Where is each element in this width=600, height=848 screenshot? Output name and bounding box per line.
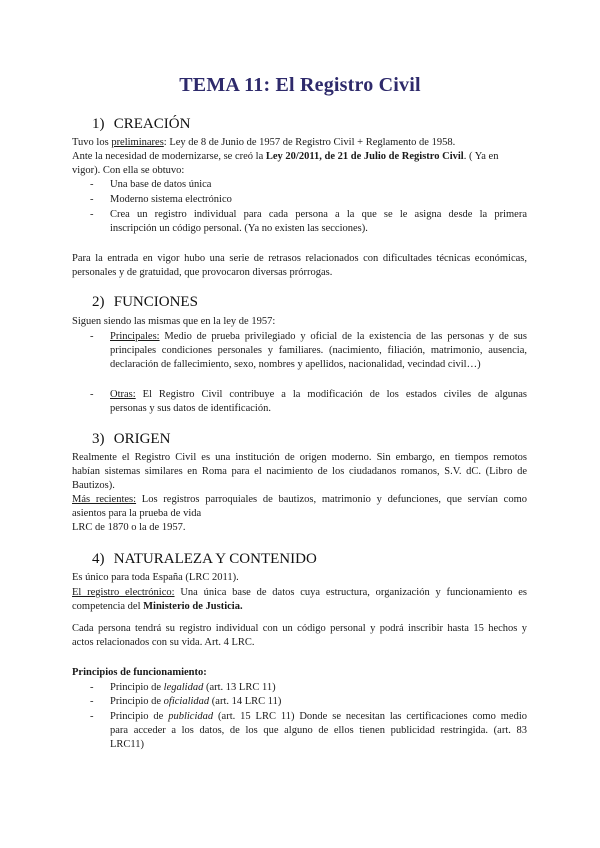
list-dash: - [90,389,94,400]
section-number: 1) [92,116,105,132]
underlined-text: Otras: [110,389,136,400]
paragraph-line: habían sistemas similares en Roma para el nacimiento de los ciudadanos romanos, S.V. dC. (Libro de [72,466,527,477]
text: Principio de [110,682,164,693]
paragraph-line [72,586,527,600]
paragraph-line: vigor). Con ella se obtuvo: [72,165,185,176]
list-dash: - [90,331,94,342]
underlined-text: Principales: [110,331,160,342]
list-item-continuation: para acceder a los datos, de los que alguno de ellos tienen publicidad restringida. (art. 83 [110,725,527,736]
section-heading-origen [92,431,170,448]
paragraph-line: asientos para la prueba de vida [72,508,202,519]
section-heading-creacion [92,116,190,133]
bold-text: Principios de funcionamiento: [72,667,207,678]
page-title: TEMA 11: El Registro Civil [179,74,421,96]
section-title: FUNCIONES [113,294,198,310]
section-heading-funciones [92,294,198,311]
list-item-continuation: principales condiciones personales y familiares. (nacimiento, filiación, matrimonio, ausencia, [110,345,527,356]
list-item [110,710,527,724]
paragraph-line: Realmente el Registro Civil es una institución de origen moderno. Sin embargo, en tiempos remotos [72,452,527,463]
paragraph-line: Es único para toda España (LRC 2011). [72,572,239,583]
paragraph-line: LRC de 1870 o la de 1957. [72,522,186,533]
list-item [110,330,527,344]
list-dash: - [90,711,94,722]
list-item-continuation: LRC11) [110,739,145,750]
paragraph-line [72,600,243,614]
paragraph-line: Para la entrada en vigor hubo una serie de retrasos relacionados con dificultades técnicas económicas, [72,253,527,264]
text: (art. 15 LRC 11) Donde se necesitan las certificaciones como medio [213,711,527,722]
text: Principio de [110,711,169,722]
bold-text: Ley 20/2011, de 21 de Julio de Registro Civil [265,151,464,162]
text: Ante la necesidad de modernizarse, se creó la [72,151,266,162]
section-title: ORIGEN [113,431,171,447]
list-dash: - [90,682,94,693]
text: : Ley de 8 de Junio de 1957 de Registro Civil + Reglamento de 1958. [163,137,456,148]
text: (art. 13 LRC 11) [203,682,276,693]
underlined-text: preliminares [111,137,164,148]
list-item [110,681,276,695]
list-dash: - [90,194,94,205]
list-dash: - [90,209,94,220]
section-title: NATURALEZA Y CONTENIDO [113,551,317,567]
italic-text: legalidad [163,682,204,693]
list-item-continuation: declaración de fallecimiento, sexo, nombres y apellidos, nacionalidad, vecindad civil…) [110,359,481,370]
list-item-continuation: inscripción un código personal. (Ya no existen las secciones). [110,223,368,234]
italic-text: oficialidad [163,696,210,707]
text: . ( Ya en [463,151,499,162]
section-heading-naturaleza [92,551,317,568]
italic-text: publicidad [168,711,214,722]
list-item: Una base de datos única [110,179,212,190]
text: Tuvo los [72,137,112,148]
paragraph-line: Bautizos). [72,480,115,491]
list-item [110,388,527,402]
paragraph-line [72,493,527,507]
text: Una única base de datos cuya estructura, organización y funcionamiento es [174,587,527,598]
underlined-text: El registro electrónico: [72,587,175,598]
list-item: Moderno sistema electrónico [110,194,232,205]
section-number: 3) [92,431,105,447]
list-item: Crea un registro individual para cada persona a la que se le asigna desde la primera [110,209,527,220]
paragraph-line [72,150,498,164]
list-item [110,695,281,709]
list-dash: - [90,696,94,707]
subheading [72,666,207,680]
paragraph-line: personales y de gratuidad, que provocaron diversas prórrogas. [72,267,333,278]
text: competencia del [72,601,144,612]
paragraph-line: Cada persona tendrá su registro individual con un código personal y podrá inscribir hasta 15 hechos y [72,623,527,634]
text: (art. 14 LRC 11) [209,696,282,707]
text: Principio de [110,696,164,707]
list-item-continuation: personas y sus datos de identificación. [110,403,271,414]
list-dash: - [90,179,94,190]
section-number: 2) [92,294,105,310]
underlined-text: Más recientes: [72,494,137,505]
section-number: 4) [92,551,105,567]
text: Medio de prueba privilegiado y oficial de la existencia de las personas y de sus [159,331,527,342]
text: Los registros parroquiales de bautizos, matrimonio y defunciones, que servían como [136,494,527,505]
paragraph-line [72,136,455,150]
paragraph-line: Siguen siendo las mismas que en la ley de 1957: [72,316,276,327]
section-title: CREACIÓN [113,116,191,132]
paragraph-line: actos relacionados con su vida. Art. 4 LRC. [72,637,255,648]
text: El Registro Civil contribuye a la modificación de los estados civiles de algunas [135,389,527,400]
bold-text: Ministerio de Justicia. [143,601,243,612]
